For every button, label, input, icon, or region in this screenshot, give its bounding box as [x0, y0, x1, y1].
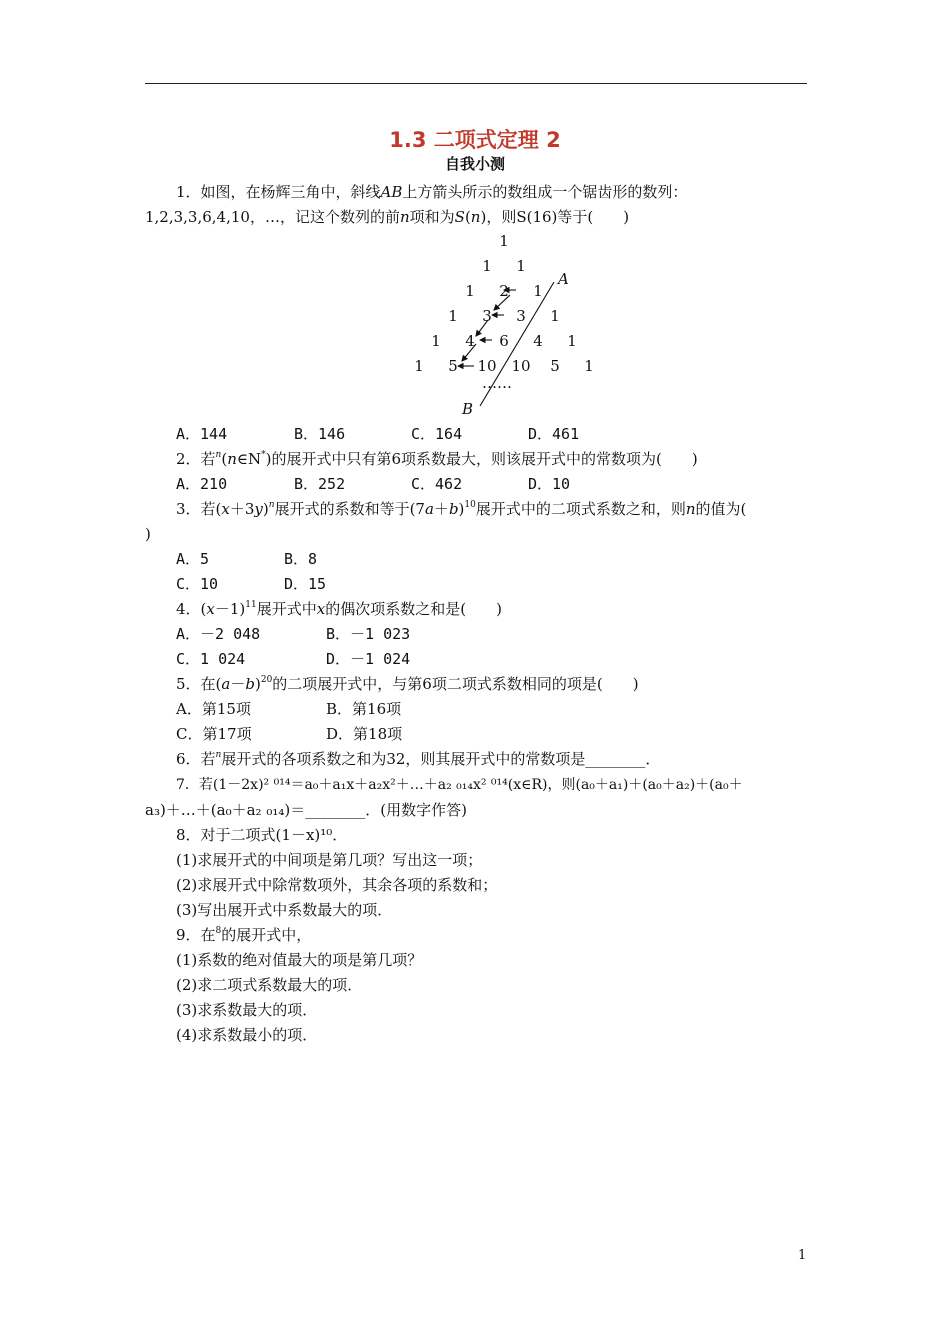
q7-stem-line1: 7．若(1－2x)² ⁰¹⁴＝a₀＋a₁x＋a₂x²＋…＋a₂ ₀₁₄x² ⁰¹⁴(x∈R)，则(a₀＋a₁)＋(a₀＋a₂)＋(a₀＋ — [176, 777, 743, 793]
q8-part-1: (1)求展开式的中间项是第几项？写出这一项； — [176, 851, 483, 869]
triangle-number: 3 — [482, 307, 492, 325]
triangle-number: 1 — [550, 307, 560, 325]
triangle-number: 1 — [414, 357, 424, 375]
q3-option-d: D．15 — [284, 575, 327, 593]
q9-part-3: (3)求系数最大的项． — [176, 1001, 318, 1019]
q1-stem-line2: 1,2,3,3,6,4,10，…，记这个数列的前n项和为S(n)，则S(16)等于( ) — [145, 208, 630, 226]
line-label-b: B — [462, 400, 474, 418]
triangle-number: 1 — [499, 232, 509, 250]
q9-stem: 9．在$^8$的展开式中， — [176, 926, 312, 944]
line-label-a: A — [558, 270, 569, 288]
triangle-number: 1 — [465, 282, 475, 300]
triangle-number: 3 — [516, 307, 526, 325]
triangle-number: 1 — [516, 257, 526, 275]
q1-stem-line1: 1．如图，在杨辉三角中，斜线AB上方箭头所示的数组成一个锯齿形的数列： — [176, 183, 688, 201]
q3-option-a: A．5 — [176, 550, 210, 568]
triangle-number: 1 — [482, 257, 492, 275]
triangle-number: 10 — [511, 357, 531, 375]
q5-option-b: B．第16项 — [326, 700, 402, 718]
q3-option-c: C．10 — [176, 575, 219, 593]
triangle-number: 1 — [533, 282, 543, 300]
q2-option-a: A．210 — [176, 475, 228, 493]
q5-option-d: D．第18项 — [326, 725, 403, 743]
q9-part-4: (4)求系数最小的项． — [176, 1026, 318, 1044]
page-subtitle: 自我小测 — [444, 155, 505, 173]
q5-option-c: C．第17项 — [176, 725, 252, 743]
q8-part-3: (3)写出展开式中系数最大的项． — [176, 901, 393, 919]
q1-option-c: C．164 — [411, 425, 463, 443]
triangle-number: 1 — [584, 357, 594, 375]
q8-stem: 8．对于二项式(1－x)¹⁰． — [176, 826, 348, 844]
q2-option-d: D．10 — [528, 475, 571, 493]
triangle-number: 5 — [550, 357, 560, 375]
q7-stem-line2: a₃)＋…＋(a₀＋a₂ ₀₁₄)＝________．(用数字作答) — [145, 801, 467, 819]
q5-stem: 5．在$(a-b)^{20}$的二项展开式中，与第6项二项式系数相同的项是( ) — [176, 675, 639, 693]
q2-stem: 2．若$^n$(n∈N*)的展开式中只有第6项系数最大，则该展开式中的常数项为( ) — [176, 450, 698, 468]
triangle-number: 4 — [465, 332, 475, 350]
q4-stem: 4．$(x-1)^{11}$展开式中x的偶次项系数之和是( ) — [176, 600, 502, 618]
triangle-number: 6 — [499, 332, 509, 350]
triangle-number: 1 — [448, 307, 458, 325]
q4-option-b: B．－1 023 — [326, 625, 411, 643]
triangle-number: 2 — [499, 282, 509, 300]
q8-part-2: (2)求展开式中除常数项外，其余各项的系数和； — [176, 876, 498, 894]
triangle-number: 4 — [533, 332, 543, 350]
triangle-number: 1 — [567, 332, 577, 350]
page-number: 1 — [798, 1248, 807, 1263]
q2-option-b: B．252 — [294, 475, 346, 493]
triangle-number: 10 — [477, 357, 497, 375]
triangle-number: 1 — [431, 332, 441, 350]
q4-option-c: C．1 024 — [176, 650, 246, 668]
q3-stem-line1: 3．若$(x+3y)^n$展开式的系数和等于$(7a+b)^{10}$展开式中的二项式系数之和，则n的值为( — [176, 500, 747, 518]
q1-option-a: A．144 — [176, 425, 228, 443]
q1-option-d: D．461 — [528, 425, 580, 443]
triangle-dots: …… — [482, 374, 512, 392]
q4-option-a: A．－2 048 — [176, 625, 261, 643]
q9-part-1: (1)系数的绝对值最大的项是第几项？ — [176, 951, 423, 969]
q2-option-c: C．462 — [411, 475, 463, 493]
header-rule — [145, 83, 807, 84]
q6-stem: 6．若$^n$展开式的各项系数之和为32，则其展开式中的常数项是________． — [176, 750, 661, 768]
pascal-triangle-figure — [400, 228, 594, 420]
page-title: 1.3 二项式定理 2 — [389, 128, 561, 152]
q5-option-a: A．第15项 — [176, 700, 251, 718]
q9-part-2: (2)求二项式系数最大的项． — [176, 976, 363, 994]
q3-option-b: B．8 — [284, 550, 318, 568]
q4-option-d: D．－1 024 — [326, 650, 411, 668]
q3-stem-line2: ) — [145, 525, 151, 543]
triangle-number: 5 — [448, 357, 458, 375]
q1-option-b: B．146 — [294, 425, 346, 443]
